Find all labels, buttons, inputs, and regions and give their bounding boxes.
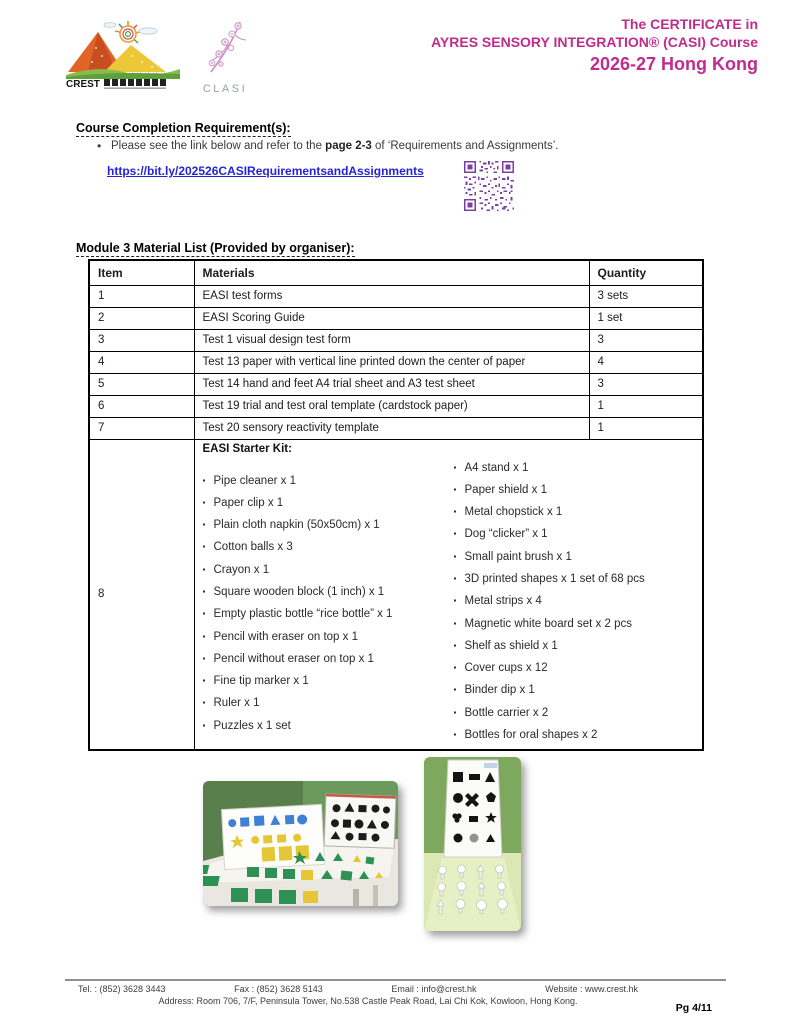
kit-item: ▪ Fine tip marker x 1 <box>203 670 454 692</box>
kit-title: EASI Starter Kit: <box>202 442 292 455</box>
footer-fax: Fax : (852) 3628 5143 <box>234 984 323 994</box>
kit-item: ▪ Empty plastic bottle “rice bottle” x 1 <box>203 603 454 625</box>
header-logos <box>66 18 256 98</box>
cell-item: 8 <box>89 439 194 750</box>
cell-item: 7 <box>89 417 194 439</box>
kit-left-list <box>203 470 454 747</box>
cell-material: Test 14 hand and feet A4 trial sheet and A3 test sheet <box>194 373 589 395</box>
page-title-line3: 2026-27 Hong Kong <box>589 54 758 74</box>
kit-item: ▪ Pipe cleaner x 1 <box>203 470 454 492</box>
cell-quantity: 3 <box>589 373 703 395</box>
kit-item: ▪ Metal strips x 4 <box>454 590 695 612</box>
photo-kit-table <box>203 781 398 906</box>
cell-material: Test 20 sensory reactivity template <box>194 417 589 439</box>
cell-item: 2 <box>89 307 194 329</box>
qr-code-icon <box>464 161 514 211</box>
kit-item: ▪ Cotton balls x 3 <box>203 536 454 558</box>
kit-item: ▪ Puzzles x 1 set <box>203 715 454 737</box>
column-header-materials: Materials <box>194 260 589 285</box>
footer-divider <box>65 979 726 981</box>
table-row <box>89 351 703 373</box>
kit-item: ▪ Plain cloth napkin (50x50cm) x 1 <box>203 514 454 536</box>
footer-website: Website : www.crest.hk <box>545 984 638 994</box>
requirements-link[interactable]: https://bit.ly/202526CASIRequirementsandAssignments <box>107 164 424 178</box>
kit-item: ▪ Cover cups x 12 <box>454 657 695 679</box>
requirements-heading: Course Completion Requirement(s): <box>76 121 291 135</box>
cell-material: EASI Scoring Guide <box>194 307 589 329</box>
kit-item: ▪ Pencil without eraser on top x 1 <box>203 648 454 670</box>
cell-item: 5 <box>89 373 194 395</box>
photo-shapes-card <box>424 757 521 931</box>
table-row-kit <box>89 439 703 750</box>
kit-item: ▪ 3D printed shapes x 1 set of 68 pcs <box>454 568 695 590</box>
requirements-bullet <box>97 140 559 152</box>
clasi-logo-text: CLASI <box>202 83 248 95</box>
table-row <box>89 285 703 307</box>
svg-text:CREST: CREST <box>66 79 100 90</box>
cell-item: 1 <box>89 285 194 307</box>
kit-item: ▪ Metal chopstick x 1 <box>454 501 695 523</box>
kit-item: ▪ Binder dip x 1 <box>454 679 695 701</box>
cell-starter-kit <box>194 439 703 750</box>
cell-item: 3 <box>89 329 194 351</box>
cell-material: Test 19 trial and test oral template (cardstock paper) <box>194 395 589 417</box>
kit-item: ▪ Square wooden block (1 inch) x 1 <box>203 581 454 603</box>
page-title-line2: AYRES SENSORY INTEGRATION® (CASI) Course <box>431 33 758 50</box>
cell-item: 6 <box>89 395 194 417</box>
kit-item: ▪ Bottles for oral shapes x 2 <box>454 724 695 746</box>
cell-material: Test 1 visual design test form <box>194 329 589 351</box>
cell-quantity: 4 <box>589 351 703 373</box>
column-header-item: Item <box>89 260 194 285</box>
table-header-row <box>89 260 703 285</box>
footer-tel: Tel. : (852) 3628 3443 <box>78 984 166 994</box>
page-title-line1: The CERTIFICATE in <box>621 16 758 32</box>
cell-item: 4 <box>89 351 194 373</box>
kit-item: ▪ Magnetic white board set x 2 pcs <box>454 613 695 635</box>
cell-quantity: 1 <box>589 417 703 439</box>
table-row <box>89 417 703 439</box>
kit-item: ▪ Paper clip x 1 <box>203 492 454 514</box>
kit-item: ▪ Pencil with eraser on top x 1 <box>203 626 454 648</box>
column-header-quantity: Quantity <box>589 260 703 285</box>
crest-logo <box>66 18 180 90</box>
table-row <box>89 395 703 417</box>
clasi-logo <box>194 18 256 98</box>
material-list-table <box>88 259 704 751</box>
table-row <box>89 329 703 351</box>
cell-quantity: 1 set <box>589 307 703 329</box>
cell-quantity: 1 <box>589 395 703 417</box>
table-row <box>89 373 703 395</box>
kit-item: ▪ Crayon x 1 <box>203 559 454 581</box>
requirements-bullet-bold: page 2-3 <box>325 140 372 152</box>
cell-quantity: 3 sets <box>589 285 703 307</box>
kit-right-list <box>454 457 695 747</box>
cell-quantity: 3 <box>589 329 703 351</box>
footer-contact-line <box>78 984 638 994</box>
material-list-heading: Module 3 Material List (Provided by organiser): <box>76 241 355 255</box>
kit-columns <box>203 455 695 747</box>
kit-item: ▪ Ruler x 1 <box>203 692 454 714</box>
footer-address: Address: Room 706, 7/F, Peninsula Tower, No.538 Castle Peak Road, Lai Chi Kok, Kowloon, Hong Kong. <box>158 996 578 1006</box>
cell-material: Test 13 paper with vertical line printed down the center of paper <box>194 351 589 373</box>
page-title <box>431 16 758 76</box>
requirements-bullet-suffix: of ‘Requirements and Assignments’. <box>371 140 559 152</box>
requirements-bullet-prefix: Please see the link below and refer to the <box>111 140 326 152</box>
kit-item: ▪ Bottle carrier x 2 <box>454 702 695 724</box>
kit-item: ▪ A4 stand x 1 <box>454 457 695 479</box>
kit-item: ▪ Paper shield x 1 <box>454 479 695 501</box>
page-number: Pg 4/11 <box>675 1002 712 1014</box>
table-row <box>89 307 703 329</box>
kit-item: ▪ Dog “clicker” x 1 <box>454 523 695 545</box>
kit-item: ▪ Shelf as shield x 1 <box>454 635 695 657</box>
kit-item: ▪ Small paint brush x 1 <box>454 546 695 568</box>
cell-material: EASI test forms <box>194 285 589 307</box>
footer-email: Email : info@crest.hk <box>391 984 477 994</box>
